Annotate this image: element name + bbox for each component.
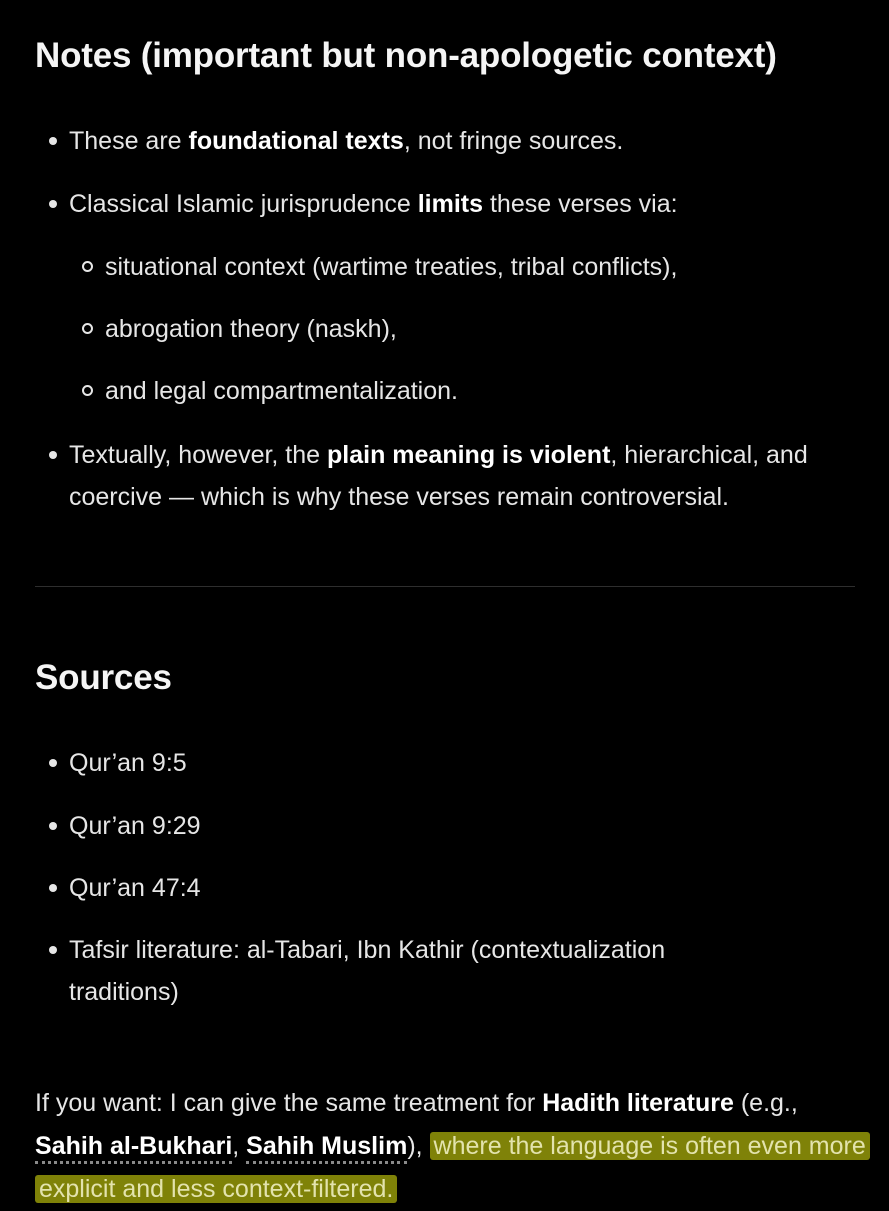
notes-heading: Notes (important but non-apologetic context) [35, 36, 777, 75]
text: Classical Islamic jurisprudence [69, 190, 418, 218]
bold-text: Hadith literature [542, 1089, 734, 1117]
sources-list [35, 867, 865, 909]
sub-list [35, 370, 865, 412]
list-item [35, 805, 865, 847]
text: (e.g., [733, 1089, 798, 1117]
text: If you want: I can give the same treatment for [35, 1089, 543, 1117]
bold-text: foundational texts [188, 127, 404, 155]
bold-text: plain meaning is violent [327, 441, 611, 469]
text: , not fringe sources. [403, 127, 624, 155]
text: These are [69, 127, 189, 155]
bullet-icon [49, 137, 57, 145]
sub-list-item [35, 246, 865, 288]
bullet-icon [49, 200, 57, 208]
divider [35, 586, 855, 587]
sources-list [35, 742, 865, 784]
sources-list [35, 929, 775, 1013]
closing-paragraph [35, 1082, 870, 1211]
text: Tafsir literature: al-Tabari, Ibn Kathir (contextualization traditions) [69, 936, 666, 1006]
list-item [35, 120, 865, 162]
sub-list-item [35, 370, 865, 412]
list-item [35, 434, 847, 518]
hollow-bullet-icon [82, 385, 93, 396]
text: these verses via: [483, 190, 678, 218]
text: situational context (wartime treaties, tribal conflicts), [105, 253, 678, 281]
hollow-bullet-icon [82, 261, 93, 272]
notes-list [35, 120, 865, 162]
text: Textually, however, the [69, 441, 328, 469]
text: Qur’an 47:4 [69, 874, 201, 902]
sub-list [35, 308, 865, 350]
text: abrogation theory (naskh), [105, 315, 397, 343]
text: ), [407, 1132, 430, 1160]
sahih-bukhari-link[interactable]: Sahih al-Bukhari [35, 1132, 232, 1164]
bold-text: limits [417, 190, 484, 218]
bullet-icon [49, 884, 57, 892]
text: Qur’an 9:29 [69, 812, 201, 840]
notes-list [35, 183, 865, 225]
sources-heading: Sources [35, 658, 172, 697]
sub-list-item [35, 308, 865, 350]
text: , hierarchical, and coercive — which is why these verses remain controversial. [69, 441, 808, 511]
list-item [35, 867, 865, 909]
highlighted-text: where the language is often even more explicit and less context-filtered. [35, 1132, 870, 1203]
sahih-muslim-link[interactable]: Sahih Muslim [246, 1132, 407, 1164]
sources-list [35, 805, 865, 847]
hollow-bullet-icon [82, 323, 93, 334]
bullet-icon [49, 822, 57, 830]
bullet-icon [49, 759, 57, 767]
bullet-icon [49, 451, 57, 459]
text: , [232, 1132, 247, 1160]
sub-list [35, 246, 865, 288]
text: Qur’an 9:5 [69, 749, 187, 777]
list-item [35, 929, 775, 1013]
list-item [35, 183, 865, 225]
bullet-icon [49, 946, 57, 954]
notes-list [35, 434, 847, 518]
list-item [35, 742, 865, 784]
text: and legal compartmentalization. [105, 377, 458, 405]
